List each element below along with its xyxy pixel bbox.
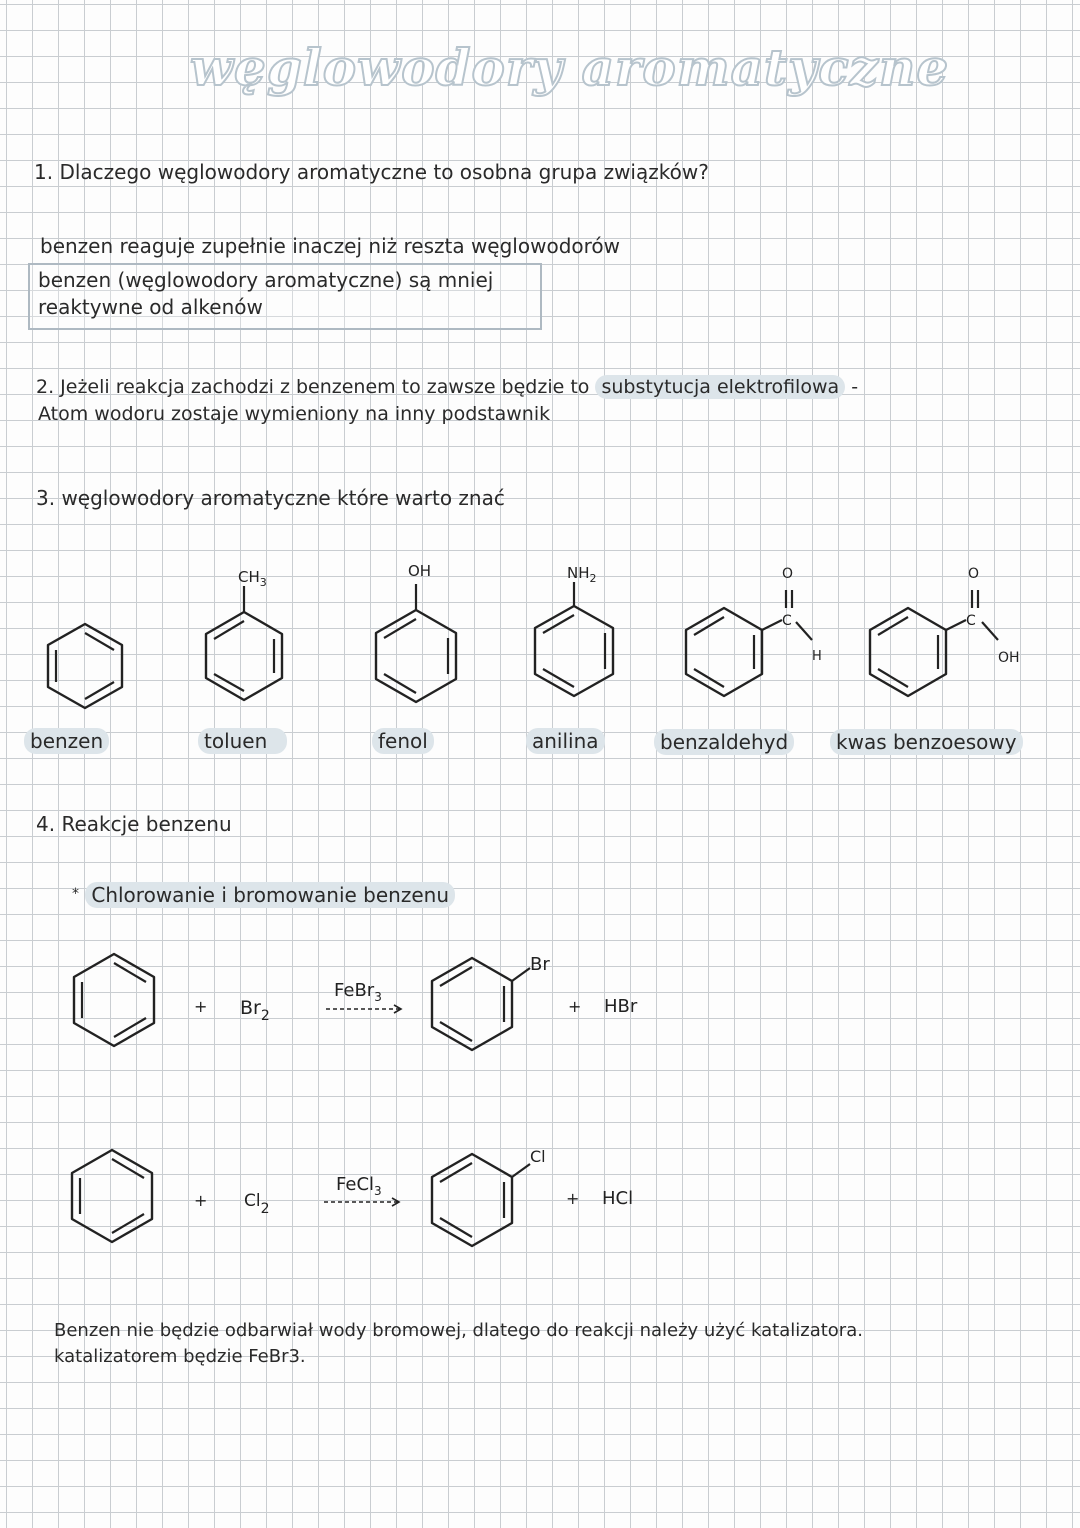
oh-label: OH xyxy=(408,562,432,580)
reaction1-product xyxy=(432,954,550,1050)
reaction1-catalyst: FeBr$_3$ xyxy=(334,980,382,1004)
benzoic-acid-structure xyxy=(870,566,1020,696)
aldehyde-c: C xyxy=(782,613,792,629)
answer-2-line-2: reaktywne od alkenów xyxy=(38,295,263,319)
answer-1: benzen reaguje zupełnie inaczej niż reszta węglowodorów xyxy=(40,234,620,258)
product-br-label: Br xyxy=(530,954,550,975)
point-2-text: 2. Jeżeli reakcja zachodzi z benzenem to zawsze będzie to xyxy=(36,376,596,398)
acid-o: O xyxy=(968,566,980,582)
point-3-heading: 3. węglowodory aromatyczne które warto znać xyxy=(36,486,505,510)
reaction2-benzene xyxy=(72,1150,152,1242)
highlight-substytucja: substytucja elektrofilowa xyxy=(595,375,845,399)
reaction2-catalyst: FeCl$_3$ xyxy=(336,1174,382,1198)
reaction1-benzene xyxy=(74,954,154,1046)
toluene-structure xyxy=(206,568,282,700)
acid-oh: OH xyxy=(998,650,1020,666)
aldehyde-h: H xyxy=(812,649,822,664)
reaction-bromination xyxy=(0,940,700,1070)
reaction2-plus: + xyxy=(194,1191,208,1210)
acid-c: C xyxy=(966,613,976,629)
reaction1-byproduct: HBr xyxy=(604,996,638,1017)
phenol-structure xyxy=(376,562,456,702)
reaction2-plus2: + xyxy=(566,1189,580,1208)
reaction-chlorination xyxy=(0,1134,700,1264)
reaction1-reagent: $Br_2$ xyxy=(240,997,270,1024)
reaction2-product xyxy=(432,1147,546,1246)
note-line-2: katalizatorem będzie FeBr3. xyxy=(54,1346,306,1367)
label-kwas-benzoesowy: kwas benzoesowy xyxy=(830,729,1023,755)
point-2-line-1 xyxy=(36,376,858,398)
point-2-line-2: Atom wodoru zostaje wymieniony na inny podstawnik xyxy=(38,403,551,425)
reaction1-plus: + xyxy=(194,997,208,1016)
bullet-halogenation xyxy=(72,883,455,907)
label-fenol: fenol xyxy=(372,728,434,754)
label-anilina: anilina xyxy=(526,728,605,754)
aromatic-structures xyxy=(0,550,1080,730)
bullet-star-icon: * xyxy=(72,886,79,902)
page-title: węglowodory aromatyczne xyxy=(190,38,950,97)
note-line-1: Benzen nie będzie odbarwiał wody bromowej, dlatego do reakcji należy użyć katalizatora. xyxy=(54,1320,863,1341)
ch3-label: $CH_3$ xyxy=(238,568,267,589)
product-cl-label: Cl xyxy=(530,1147,546,1166)
nh2-label: $NH_2$ xyxy=(567,564,597,585)
point-4-heading: 4. Reakcje benzenu xyxy=(36,812,232,836)
label-toluen: toluen xyxy=(198,728,287,754)
benzaldehyde-structure xyxy=(686,566,822,696)
reaction2-byproduct: HCl xyxy=(602,1188,634,1209)
aniline-structure xyxy=(535,564,613,696)
reaction1-plus2: + xyxy=(568,997,582,1016)
label-benzen: benzen xyxy=(24,728,109,754)
question-1: 1. Dlaczego węglowodory aromatyczne to osobna grupa związków? xyxy=(34,160,709,184)
benzene-structure xyxy=(48,624,122,708)
point-2-dash: - xyxy=(845,376,859,398)
aldehyde-o: O xyxy=(782,566,794,582)
label-benzaldehyd: benzaldehyd xyxy=(654,729,794,755)
reaction2-reagent: $Cl_2$ xyxy=(244,1191,270,1217)
bullet-text: Chlorowanie i bromowanie benzenu xyxy=(85,882,455,908)
answer-2-line-1: benzen (węglowodory aromatyczne) są mniej xyxy=(38,268,494,292)
